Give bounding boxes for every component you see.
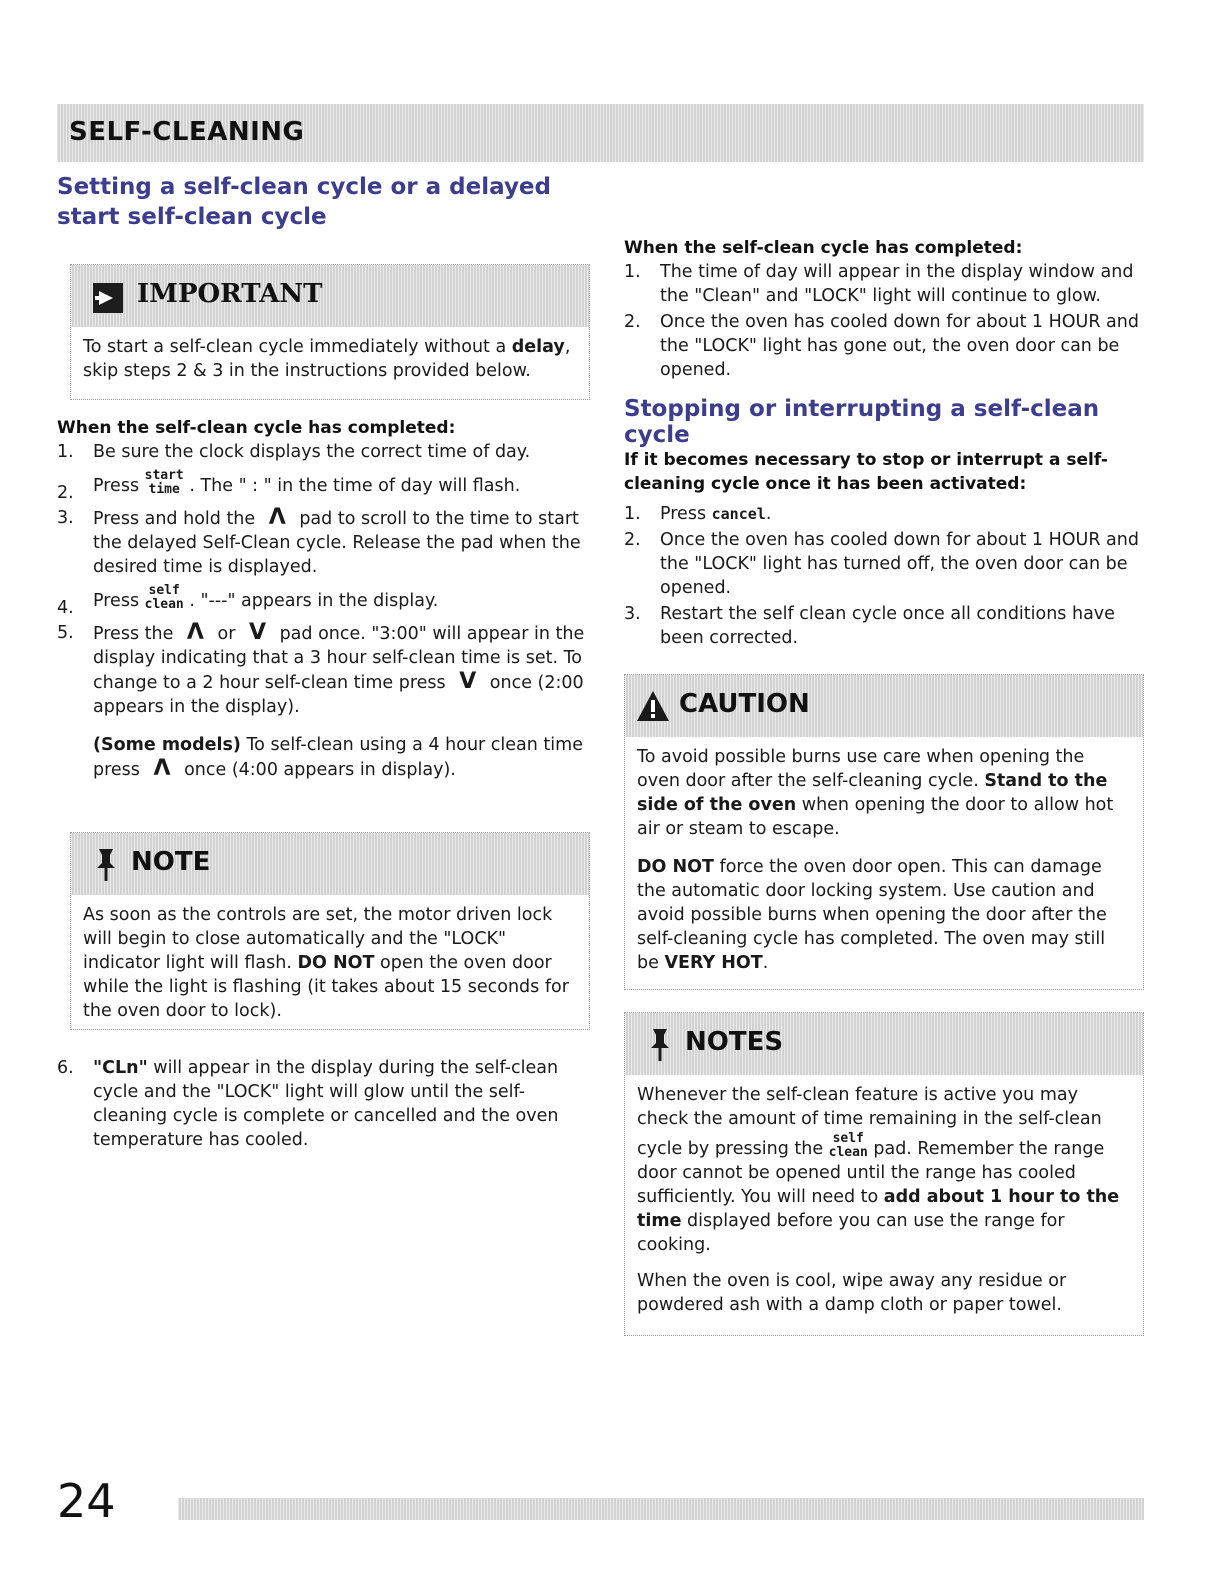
caution-paragraph-2: DO NOT force the oven door open. This can damage the automatic door locking system. Use caution and avoid possible burns when opening the door after the self-cleaning cycle has completed. The oven may still be VERY HOT. bbox=[637, 857, 1107, 973]
caution-title: CAUTION bbox=[679, 689, 810, 719]
important-box-header bbox=[71, 265, 589, 327]
page-subheading: Setting a self-clean cycle or a delayed start self-clean cycle bbox=[57, 174, 551, 230]
list-item: 3. Restart the self clean cycle once all conditions have been corrected. bbox=[624, 604, 1115, 648]
pushpin-icon bbox=[647, 1027, 673, 1063]
steps-list bbox=[57, 440, 587, 782]
list-item: 2. Press start time . The " : " in the time of day will flash. bbox=[57, 468, 521, 503]
caution-box bbox=[624, 674, 1144, 990]
caution-box-header bbox=[625, 675, 1143, 737]
self-clean-key-label: self clean bbox=[828, 1131, 868, 1160]
list-item: 2. Once the oven has cooled down for about 1 HOUR and the "LOCK" light has gone out, the oven door can be opened. bbox=[624, 312, 1139, 380]
list-item: 4. Press self clean . "---" appears in the display. bbox=[57, 583, 439, 618]
important-box bbox=[70, 264, 590, 400]
stop-subheading: If it becomes necessary to stop or interrupt a self-cleaning cycle once it has been activated: bbox=[624, 450, 1108, 494]
some-models-note: (Some models) To self-clean using a 4 hour clean time press Λ once (4:00 appears in display). bbox=[93, 735, 583, 781]
footer-band bbox=[178, 1498, 1144, 1520]
note-text: As soon as the controls are set, the motor driven lock will begin to close automatically and the "LOCK" indicator light will flash. DO NOT open the oven door while the light is flashing (it takes about 15 seconds for the oven door to lock). bbox=[83, 905, 569, 1021]
caution-paragraph-1: To avoid possible burns use care when opening the oven door after the self-cleaning cycle. Stand to the side of the oven when opening the door to allow hot air or steam to escape. bbox=[637, 747, 1114, 839]
right-column bbox=[624, 238, 1144, 652]
caution-text bbox=[625, 737, 1143, 985]
important-title: IMPORTANT bbox=[137, 279, 323, 309]
pushpin-icon bbox=[93, 847, 119, 883]
down-arrow-icon: V bbox=[459, 669, 477, 694]
right-heading: When the self-clean cycle has completed: bbox=[624, 238, 1023, 258]
self-clean-key-label: self clean bbox=[144, 583, 184, 612]
step-six bbox=[57, 1056, 587, 1154]
notes-title: NOTES bbox=[685, 1027, 784, 1057]
notes-box bbox=[624, 1012, 1144, 1336]
up-arrow-icon: Λ bbox=[186, 620, 204, 645]
list-item: 1. The time of day will appear in the display window and the "Clean" and "LOCK" light will continue to glow. bbox=[624, 262, 1134, 306]
list-item: 1. Press cancel. bbox=[624, 504, 772, 524]
up-arrow-icon: Λ bbox=[153, 756, 171, 781]
list-item: 6. "CLn" will appear in the display during the self-clean cycle and the "LOCK" light will glow until the self-cleaning cycle is complete or cancelled and the oven temperature has cooled. bbox=[57, 1058, 559, 1150]
arrow-right-icon bbox=[93, 283, 123, 313]
list-item: 2. Once the oven has cooled down for about 1 HOUR and the "LOCK" light has turned off, the oven door can be opened. bbox=[624, 530, 1139, 598]
list-item: 3. Press and hold the Λ pad to scroll to the time to start the delayed Self-Clean cycle. Release the pad when the desired time is displayed. bbox=[57, 505, 581, 577]
notes-box-header bbox=[625, 1013, 1143, 1075]
page-number: 24 bbox=[57, 1474, 116, 1528]
cancel-key-label: cancel bbox=[711, 505, 766, 523]
left-column bbox=[57, 418, 587, 784]
left-heading: When the self-clean cycle has completed: bbox=[57, 418, 456, 438]
list-item: 1. Be sure the clock displays the correct time of day. bbox=[57, 442, 531, 462]
note-box bbox=[70, 832, 590, 1030]
notes-text bbox=[625, 1075, 1143, 1327]
section-title: SELF-CLEANING bbox=[69, 117, 305, 147]
start-time-key-label: start time bbox=[144, 468, 184, 497]
warning-icon bbox=[635, 689, 671, 723]
note-box-header bbox=[71, 833, 589, 895]
note-title: NOTE bbox=[131, 847, 211, 877]
important-text: To start a self-clean cycle immediately without a delay, skip steps 2 & 3 in the instructions provided below. bbox=[83, 337, 571, 381]
down-arrow-icon: V bbox=[248, 620, 266, 645]
stop-heading: Stopping or interrupting a self-clean cycle bbox=[624, 396, 1100, 448]
notes-paragraph-2: When the oven is cool, wipe away any residue or powdered ash with a damp cloth or paper towel. bbox=[637, 1271, 1067, 1315]
section-header-band bbox=[57, 104, 1144, 162]
up-arrow-icon: Λ bbox=[268, 505, 286, 530]
list-item: 5. Press the Λ or V pad once. "3:00" will appear in the display indicating that a 3 hour self-clean time is set. To change to a 2 hour self-clean time press V once (2:00 appears in the display). (Some models) To self-clean using a 4 hour clean time press Λ once (4:00 appears in display). bbox=[57, 621, 587, 782]
notes-paragraph-1: Whenever the self-clean feature is active you may check the amount of time remaining in the self-clean cycle by pressing the self clean pad. Remember the range door cannot be opened until the range has cooled sufficiently. You will need to add about 1 hour to the time displayed before you can use the range for cooking. bbox=[637, 1085, 1120, 1255]
